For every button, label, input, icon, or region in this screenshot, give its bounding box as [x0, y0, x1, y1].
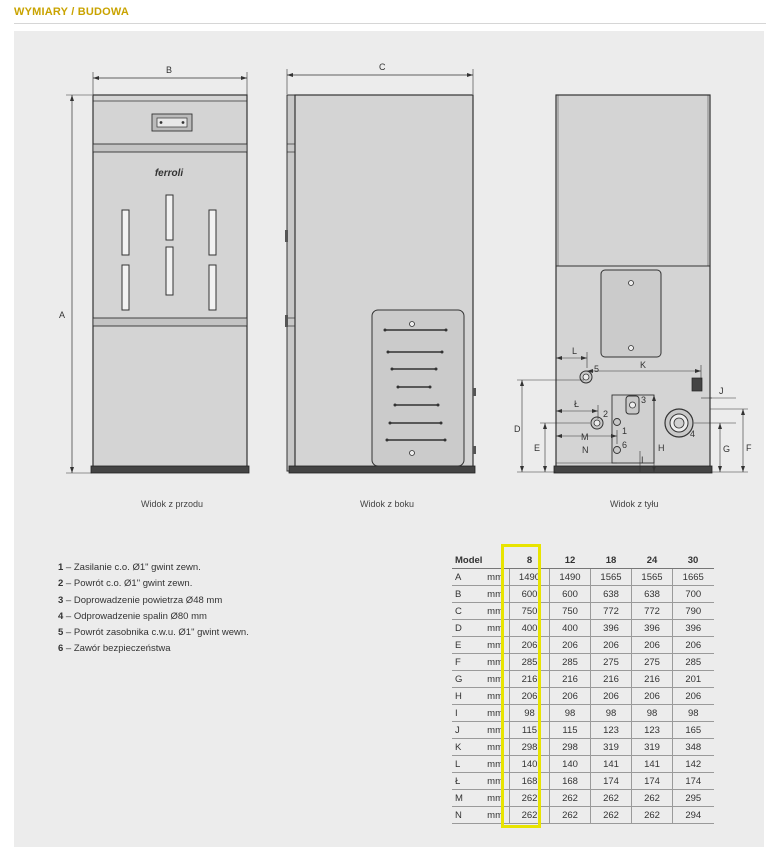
table-header-row: [452, 552, 714, 569]
table-cell: 638: [632, 586, 673, 603]
connection-3-label: 3: [641, 395, 647, 405]
row-dimension-label: F: [452, 654, 477, 671]
table-cell: 140: [510, 756, 550, 773]
table-row: [452, 705, 714, 722]
connection-1-label: 1: [622, 426, 628, 436]
table-cell: 141: [632, 756, 673, 773]
table-cell: 772: [632, 603, 673, 620]
row-dimension-label: K: [452, 739, 477, 756]
table-cell: 298: [510, 739, 550, 756]
table-cell: 262: [632, 790, 673, 807]
table-cell: 396: [673, 620, 714, 637]
table-cell: 123: [591, 722, 632, 739]
table-cell: 700: [673, 586, 714, 603]
dim-label-h: H: [658, 443, 665, 453]
header-model-30: 30: [673, 552, 714, 569]
table-row: [452, 722, 714, 739]
table-cell: 216: [591, 671, 632, 688]
table-cell: 206: [632, 688, 673, 705]
header-model: Model: [452, 552, 510, 569]
dim-label-n: N: [582, 445, 589, 455]
table-row: [452, 603, 714, 620]
connection-2-label: 2: [603, 409, 609, 419]
table-cell: 750: [510, 603, 550, 620]
table-cell: 285: [510, 654, 550, 671]
table-cell: 98: [673, 705, 714, 722]
table-row: [452, 756, 714, 773]
dim-label-l: L: [572, 346, 578, 356]
table-cell: 206: [673, 688, 714, 705]
row-dimension-label: G: [452, 671, 477, 688]
table-cell: 123: [632, 722, 673, 739]
table-cell: 142: [673, 756, 714, 773]
connections-legend: [58, 560, 249, 658]
dim-label-f: F: [746, 443, 752, 453]
row-unit: mm: [477, 807, 510, 824]
table-cell: 201: [673, 671, 714, 688]
table-cell: 1565: [632, 569, 673, 586]
caption-front-view: Widok z przodu: [141, 499, 204, 509]
table-cell: 115: [510, 722, 550, 739]
table-cell: 600: [510, 586, 550, 603]
row-unit: mm: [477, 654, 510, 671]
table-row: [452, 688, 714, 705]
table-cell: 319: [632, 739, 673, 756]
table-cell: 348: [673, 739, 714, 756]
row-unit: mm: [477, 790, 510, 807]
dim-label-a: A: [59, 310, 66, 320]
row-unit: mm: [477, 671, 510, 688]
table-cell: 216: [510, 671, 550, 688]
table-cell: 174: [632, 773, 673, 790]
row-dimension-label: H: [452, 688, 477, 705]
table-cell: 319: [591, 739, 632, 756]
table-row: [452, 739, 714, 756]
row-unit: mm: [477, 773, 510, 790]
table-cell: 294: [673, 807, 714, 824]
table-cell: 206: [591, 637, 632, 654]
table-cell: 206: [632, 637, 673, 654]
dim-label-i: I: [641, 455, 644, 465]
table-cell: 772: [591, 603, 632, 620]
table-cell: 206: [673, 637, 714, 654]
dim-label-e: E: [534, 443, 541, 453]
legend-item: 4 – Odprowadzenie spalin Ø80 mm: [58, 610, 207, 622]
table-cell: 275: [591, 654, 632, 671]
table-cell: 396: [591, 620, 632, 637]
table-row: [452, 620, 714, 637]
row-dimension-label: J: [452, 722, 477, 739]
table-cell: 1665: [673, 569, 714, 586]
table-cell: 262: [510, 790, 550, 807]
header-model-8: 8: [510, 552, 550, 569]
table-cell: 168: [550, 773, 591, 790]
connection-5-label: 5: [594, 364, 600, 374]
row-unit: mm: [477, 705, 510, 722]
legend-item: 1 – Zasilanie c.o. Ø1" gwint zewn.: [58, 562, 201, 573]
table-cell: 141: [591, 756, 632, 773]
dimensions-table: [452, 552, 714, 824]
table-cell: 98: [550, 705, 591, 722]
section-title: WYMIARY / BUDOWA: [14, 6, 130, 18]
row-unit: mm: [477, 756, 510, 773]
table-cell: 285: [550, 654, 591, 671]
table-cell: 98: [632, 705, 673, 722]
connection-4-label: 4: [690, 429, 696, 439]
legend-item: 5 – Powrót zasobnika c.w.u. Ø1" gwint wewn.: [58, 627, 249, 639]
table-row: [452, 569, 714, 586]
row-dimension-label: N: [452, 807, 477, 824]
legend-item: 2 – Powrót c.o. Ø1" gwint zewn.: [58, 578, 193, 590]
table-cell: 174: [673, 773, 714, 790]
table-cell: 262: [510, 807, 550, 824]
dim-label-j: J: [719, 386, 724, 396]
row-dimension-label: C: [452, 603, 477, 620]
table-cell: 298: [550, 739, 591, 756]
table-cell: 400: [550, 620, 591, 637]
header-model-12: 12: [550, 552, 591, 569]
table-cell: 262: [632, 807, 673, 824]
table-cell: 1490: [550, 569, 591, 586]
table-cell: 165: [673, 722, 714, 739]
legend-item: 3 – Doprowadzenie powietrza Ø48 mm: [58, 594, 223, 606]
table-cell: 206: [550, 637, 591, 654]
caption-side-view: Widok z boku: [360, 499, 415, 509]
table-cell: 396: [632, 620, 673, 637]
table-cell: 115: [550, 722, 591, 739]
connection-6-label: 6: [622, 440, 628, 450]
row-dimension-label: M: [452, 790, 477, 807]
row-unit: mm: [477, 603, 510, 620]
table-row: [452, 637, 714, 654]
table-row: [452, 807, 714, 824]
table-cell: 206: [591, 688, 632, 705]
row-unit: mm: [477, 637, 510, 654]
dim-label-d: D: [514, 424, 521, 434]
table-cell: 216: [550, 671, 591, 688]
table-row: [452, 790, 714, 807]
table-cell: 638: [591, 586, 632, 603]
brand-logo: ferroli: [154, 168, 184, 179]
table-cell: 400: [510, 620, 550, 637]
rear-view: [514, 95, 752, 473]
row-dimension-label: L: [452, 756, 477, 773]
dim-label-g: G: [723, 444, 731, 454]
table-body: [452, 569, 714, 824]
dim-label-c: C: [379, 62, 386, 72]
table-cell: 168: [510, 773, 550, 790]
caption-rear-view: Widok z tyłu: [610, 499, 659, 509]
table-cell: 1490: [510, 569, 550, 586]
table-cell: 275: [632, 654, 673, 671]
table-cell: 216: [632, 671, 673, 688]
row-dimension-label: D: [452, 620, 477, 637]
table-cell: 1565: [591, 569, 632, 586]
row-unit: mm: [477, 722, 510, 739]
row-dimension-label: B: [452, 586, 477, 603]
dim-label-m: M: [581, 432, 589, 442]
table-cell: 262: [550, 790, 591, 807]
table-cell: 285: [673, 654, 714, 671]
table-cell: 206: [550, 688, 591, 705]
row-unit: mm: [477, 620, 510, 637]
table-row: [452, 586, 714, 603]
row-unit: mm: [477, 739, 510, 756]
table-cell: 98: [510, 705, 550, 722]
table-cell: 174: [591, 773, 632, 790]
table-cell: 600: [550, 586, 591, 603]
table-cell: 262: [591, 790, 632, 807]
table-cell: 140: [550, 756, 591, 773]
side-view: [285, 62, 476, 473]
table-row: [452, 654, 714, 671]
header-model-18: 18: [591, 552, 632, 569]
row-dimension-label: I: [452, 705, 477, 722]
table-cell: 262: [591, 807, 632, 824]
row-dimension-label: Ł: [452, 773, 477, 790]
table-cell: 262: [550, 807, 591, 824]
row-unit: mm: [477, 688, 510, 705]
table-cell: 206: [510, 688, 550, 705]
row-dimension-label: E: [452, 637, 477, 654]
table-cell: 98: [591, 705, 632, 722]
row-dimension-label: A: [452, 569, 477, 586]
dim-label-l-stroke: Ł: [574, 399, 580, 409]
row-unit: mm: [477, 569, 510, 586]
dim-label-b: B: [166, 65, 173, 75]
header-model-24: 24: [632, 552, 673, 569]
dim-label-k: K: [640, 360, 647, 370]
table-cell: 206: [510, 637, 550, 654]
table-row: [452, 671, 714, 688]
row-unit: mm: [477, 586, 510, 603]
table-cell: 295: [673, 790, 714, 807]
legend-item: 6 – Zawór bezpieczeństwa: [58, 643, 171, 655]
table-cell: 790: [673, 603, 714, 620]
table-row: [452, 773, 714, 790]
front-view: [59, 65, 249, 473]
table-cell: 750: [550, 603, 591, 620]
